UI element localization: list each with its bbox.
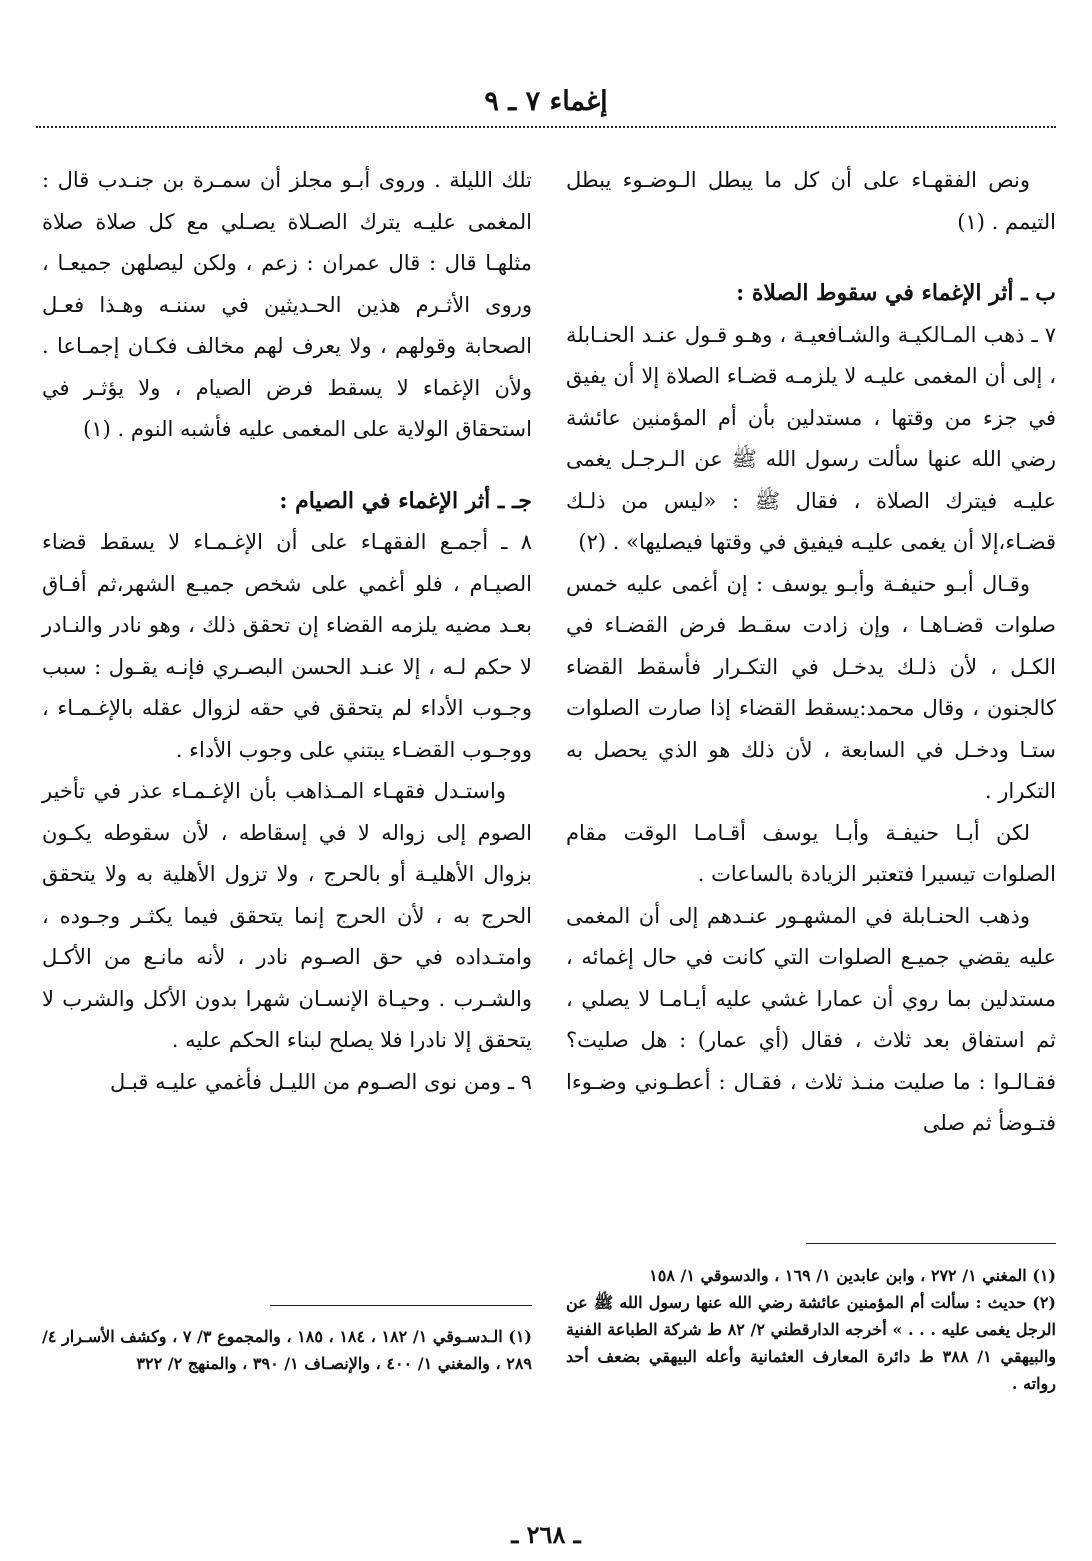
left-column — [42, 160, 532, 1103]
paragraph: وقـال أبـو حنيفـة وأبـو يوسف : إن أغمى عليه خمس صلوات قضـاهـا ، وإن زادت سقـط فرض القضـاء في الكـل ، لأن ذلـك يدخـل في التكـرار فأسقط القضاء كالجنون ، وقال محمد:يسقط القضاء إذا صارت الصلوات ستـا ودخـل في السابعة ، لأن ذلك هو الذي يحصل به التكرار . — [566, 571, 1056, 803]
header-divider — [36, 126, 1056, 128]
footnote: (١) الـدسـوقي ١/ ١٨٢ ، ١٨٤ ، ١٨٥ ، والمجموع ٣/ ٧ ، وكشف الأسـرار ٤/ ٢٨٩ ، والمغني ١/ ٤٠٠ ، والإنصـاف ١/ ٣٩٠ ، والمنهج ٢/ ٣٢٢ — [42, 1327, 532, 1373]
section-heading: جـ ـ أثر الإغماء في الصيام : — [279, 487, 532, 514]
footnote: (١) المغني ١/ ٢٧٢ ، وابن عابدين ١/ ١٦٩ ، والدسوقي ١/ ١٥٨ — [649, 1266, 1056, 1285]
page-number: ـ ٢٦٨ ـ — [511, 1520, 581, 1549]
paragraph: ٩ ـ ومن نوى الصـوم من الليـل فأغمي عليـه قبـل — [109, 1069, 532, 1094]
paragraph: تلك الليلة . وروى أبـو مجلز أن سمـرة بن جنـدب قال : المغمى عليـه يترك الصـلاة يصـلي مع كل صلاة صلاة مثلهـا قال : قال عمران : زعم ، ولكن ليصلهن جميعـا ، وروى الأثـرم هذين الحـديثين في سننـه وهـذا فعـل الصحابة وقولهم ، ولا يعرف لهم مخالف فكـان إجمـاعا . ولأن الإغماء لا يسقط فرض الصيام ، ولا يؤثـر في استحقاق الولاية على المغمى عليه فأشبه النوم . (١) — [42, 168, 532, 441]
right-column — [566, 160, 1056, 1145]
section-heading: ب ـ أثر الإغماء في سقوط الصلاة : — [736, 280, 1056, 306]
footnote: (٢) حديث : سألت أم المؤمنين عائشة رضي الله عنها رسول الله ﷺ عن الرجل يغمى عليه . . . » أخرجه الدارقطني ٢/ ٨٢ ط شركة الطباعة الفنية والبيهقي ١/ ٣٨٨ ط دائرة المعارف العثمانية وأعله البيهقي بضعف أحد رواته . — [566, 1293, 1057, 1393]
running-header: إغماء ٧ ـ ٩ — [484, 86, 608, 117]
paragraph: ونص الفقهـاء على أن كل ما يبطل الـوضـوء يبطل التيمم . (١) — [566, 168, 1056, 234]
paragraph: ٧ ـ ذهب المـالكيـة والشـافعيـة ، وهـو قـول عنـد الحنـابلة ، إلى أن المغمى عليـه لا يلزمـه قضـاء الصلاة إلا أن يفيق في جزء من وقتها ، مستدلين بأن أم المؤمنين عائشة رضي الله عنها سألت رسول الله ﷺ عن الـرجـل يغمى عليـه فيترك الصلاة ، فقال ﷺ : «ليس من ذلـك قضـاء،إلا أن يغمى عليـه فيفيق في وقتها فيصليها» . (٢) — [566, 322, 1056, 554]
footnotes-left — [42, 1323, 532, 1377]
footnote-divider — [270, 1305, 532, 1306]
paragraph: ٨ ـ أجمـع الفقهـاء على أن الإغـمـاء لا يسقط قضاء الصيـام ، فلو أغمي على شخص جميـع الشهر،ثم أفـاق بعـد مضيه يلزمه القضاء إن تحقق ذلك ، وهو نادر والنـادر لا حكم لـه ، إلا عنـد الحسن البصـري فإنـه يقـول : سبب وجـوب الأداء لم يتحقق في حقه لزوال عقله بالإغـمـاء ، ووجـوب القضـاء يبتني على وجوب الأداء . — [42, 530, 532, 762]
paragraph: لكن أبـا حنيفـة وأبـا يوسف أقـامـا الوقت مقام الصلوات تيسيرا فتعتبر الزيادة بالساعات . — [566, 820, 1056, 886]
paragraph: واستـدل فقهـاء المـذاهب بأن الإغـمـاء عذر في تأخير الصوم إلى زواله لا في إسقاطه ، لأن سقوطه يكـون بزوال الأهليـة أو بالحرج ، ولا تزول الأهلية به ولا يتحقق الحرج به ، لأن الحرج إنما يتحقق فيما يكثـر وجـوده ، وامتـداده في حق الصـوم نادر ، لأنه مانـع من الأكـل والشـرب . وحيـاة الإنسـان شهرا بدون الأكل والشرب لا يتحقق إلا نادرا فلا يصلح لبناء الحكم عليه . — [42, 779, 533, 1052]
footnotes-right — [566, 1262, 1056, 1397]
footnote-divider — [806, 1243, 1056, 1244]
paragraph: وذهب الحنـابلة في المشهـور عنـدهم إلى أن المغمى عليه يقضي جميـع الصلوات التي كانت في حال إغمائه ، مستدلين بما روي أن عمارا غشي عليه أيـامـا لا يصلي ، ثم استفاق بعد ثلاث ، فقال (أي عمار) : هل صليت؟ فقـالـوا : ما صليت منـذ ثلاث ، فقـال : أعطـوني وضـوءا فتـوضأ ثم صلى — [566, 903, 1056, 1135]
